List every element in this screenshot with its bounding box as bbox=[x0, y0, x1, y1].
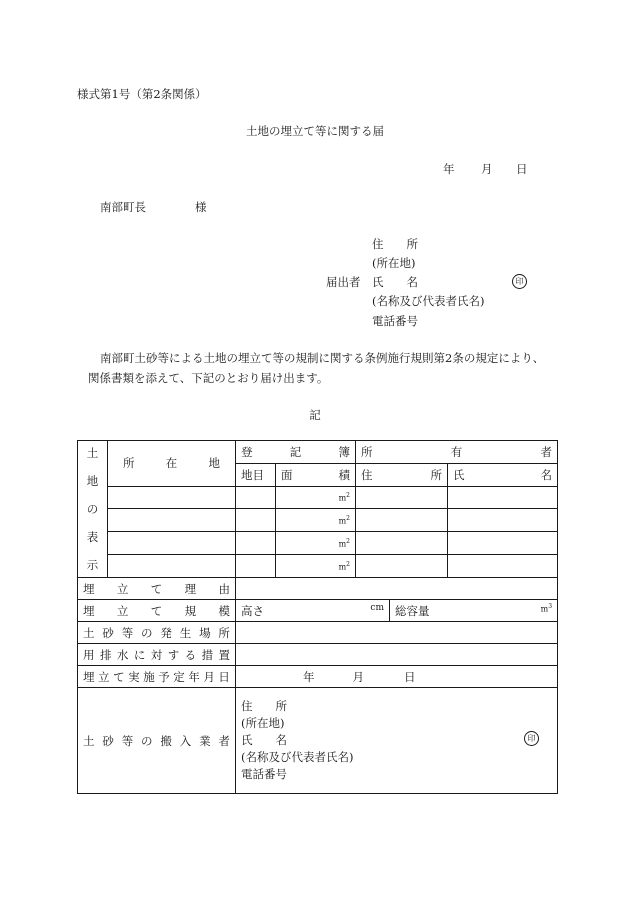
form-table bbox=[77, 440, 558, 794]
owner-address-input[interactable] bbox=[356, 486, 448, 509]
applicant-seal-icon: 印 bbox=[512, 274, 527, 289]
source-label: 土 砂 等 の 発 生 場 所 bbox=[78, 622, 236, 644]
applicant-label: 届出者 bbox=[326, 275, 361, 289]
chimoku-input[interactable] bbox=[236, 555, 276, 578]
owner-name-input[interactable] bbox=[448, 555, 558, 578]
land-label: 土 地 の 表 示 bbox=[86, 446, 99, 572]
owner-address-input[interactable] bbox=[356, 555, 448, 578]
carrier-label: 土 砂 等 の 搬 入 業 者 bbox=[78, 688, 236, 794]
body-line-1: 南部町土砂等による土地の埋立て等の規制に関する条例施行規則第2条の規定により、 bbox=[100, 351, 545, 365]
schedule-day-label: 日 bbox=[404, 669, 416, 684]
land-row bbox=[78, 509, 558, 532]
addressee-honorific: 様 bbox=[195, 200, 207, 214]
owner-name-input[interactable] bbox=[448, 532, 558, 555]
form-number: 様式第1号（第2条関係） bbox=[77, 87, 207, 101]
location-input[interactable] bbox=[108, 509, 236, 532]
chimoku-header: 地目 bbox=[236, 463, 276, 486]
volume-label: 総容量 bbox=[395, 603, 430, 618]
body-line-2: 関係書類を添えて、下記のとおり届け出ます。 bbox=[88, 371, 329, 385]
volume-unit: $m^3$ bbox=[540, 602, 553, 614]
area-input[interactable]: $m^2$ bbox=[276, 486, 356, 509]
scale-label: 埋 立 て 規 模 bbox=[78, 600, 236, 622]
chimoku-input[interactable] bbox=[236, 509, 276, 532]
owner-address-input[interactable] bbox=[356, 532, 448, 555]
source-input[interactable] bbox=[236, 622, 558, 644]
owner-name-header: 氏 名 bbox=[448, 463, 558, 486]
schedule-month-label: 月 bbox=[352, 669, 364, 684]
chimoku-input[interactable] bbox=[236, 532, 276, 555]
volume-input[interactable] bbox=[390, 600, 558, 622]
schedule-year-label: 年 bbox=[303, 669, 315, 684]
owner-address-header: 住 所 bbox=[356, 463, 448, 486]
applicant-address-label: 住 所 bbox=[372, 237, 418, 251]
registry-header: 登 記 簿 bbox=[236, 441, 356, 464]
chimoku-input[interactable] bbox=[236, 486, 276, 509]
height-unit: cm bbox=[370, 602, 384, 613]
area-input[interactable]: $m^2$ bbox=[276, 509, 356, 532]
carrier-name-label: 氏 名 bbox=[241, 733, 287, 747]
location-input[interactable] bbox=[108, 532, 236, 555]
carrier-seal-icon: 印 bbox=[524, 731, 539, 746]
owner-name-input[interactable] bbox=[448, 509, 558, 532]
applicant-address-sub: (所在地) bbox=[372, 256, 416, 270]
owner-address-input[interactable] bbox=[356, 509, 448, 532]
carrier-input[interactable] bbox=[236, 688, 558, 794]
location-input[interactable] bbox=[108, 555, 236, 578]
height-label: 高さ bbox=[241, 603, 264, 618]
land-label-cell bbox=[78, 441, 108, 578]
date-month-label: 月 bbox=[481, 162, 493, 176]
area-input[interactable]: $m^2$ bbox=[276, 532, 356, 555]
owner-name-input[interactable] bbox=[448, 486, 558, 509]
reason-input[interactable] bbox=[236, 578, 558, 600]
area-input[interactable]: $m^2$ bbox=[276, 555, 356, 578]
land-row bbox=[78, 555, 558, 578]
date-year-label: 年 bbox=[443, 162, 455, 176]
location-input[interactable] bbox=[108, 486, 236, 509]
form-title: 土地の埋立て等に関する届 bbox=[246, 124, 384, 138]
reason-label: 埋 立 て 理 由 bbox=[78, 578, 236, 600]
carrier-name-sub: (名称及び代表者氏名) bbox=[241, 750, 354, 764]
owner-header: 所 有 者 bbox=[356, 441, 558, 464]
date-day-label: 日 bbox=[516, 162, 528, 176]
applicant-name-sub: (名称及び代表者氏名) bbox=[372, 294, 485, 308]
carrier-phone-label: 電話番号 bbox=[241, 767, 287, 781]
applicant-phone-label: 電話番号 bbox=[372, 314, 418, 328]
addressee-name: 南部町長 bbox=[100, 200, 146, 214]
carrier-address-label: 住 所 bbox=[241, 699, 287, 713]
location-header: 所 在 地 bbox=[108, 441, 236, 487]
applicant-name-label: 氏 名 bbox=[372, 275, 418, 289]
height-input[interactable] bbox=[236, 600, 390, 622]
schedule-label: 埋 立 て 実 施 予 定 年 月 日 bbox=[78, 666, 236, 688]
schedule-input[interactable] bbox=[236, 666, 558, 688]
drainage-input[interactable] bbox=[236, 644, 558, 666]
land-row bbox=[78, 486, 558, 509]
land-row bbox=[78, 532, 558, 555]
area-header: 面 積 bbox=[276, 463, 356, 486]
carrier-address-sub: (所在地) bbox=[241, 716, 285, 730]
drainage-label: 用 排 水 に 対 す る 措 置 bbox=[78, 644, 236, 666]
ki-heading: 記 bbox=[309, 408, 321, 422]
